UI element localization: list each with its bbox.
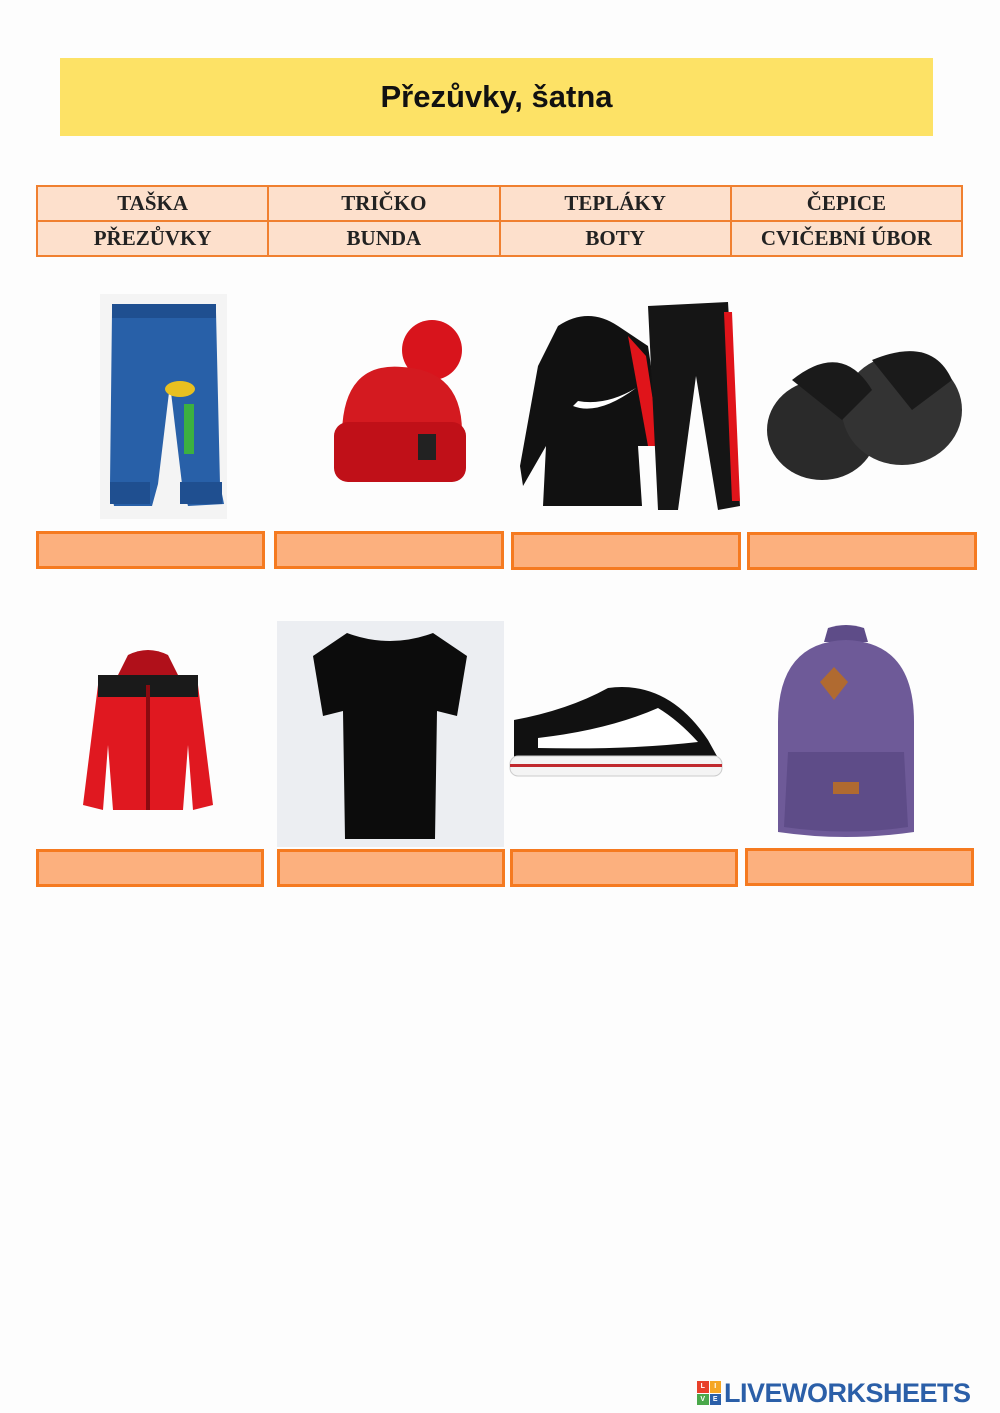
word-bank-cell: CVIČEBNÍ ÚBOR — [731, 221, 962, 256]
word-bank-row — [37, 186, 962, 221]
answer-box[interactable] — [510, 849, 738, 887]
answer-box[interactable] — [274, 531, 504, 569]
tracksuit-picture — [518, 296, 746, 518]
word-bank-table — [36, 185, 963, 257]
sweatpants-picture — [100, 294, 227, 519]
word-bank-cell: TEPLÁKY — [500, 186, 731, 221]
answer-box[interactable] — [745, 848, 974, 886]
logo-mark-letter: E — [710, 1394, 722, 1406]
title-bar — [60, 58, 933, 136]
jacket-picture — [78, 645, 218, 820]
sneaker-picture — [508, 680, 733, 780]
answer-box[interactable] — [747, 532, 977, 570]
logo-mark-letter: L — [697, 1381, 709, 1393]
slippers-picture — [762, 340, 967, 490]
word-bank-cell: BOTY — [500, 221, 731, 256]
liveworksheets-logo — [697, 1378, 971, 1408]
word-bank-row — [37, 221, 962, 256]
answer-box[interactable] — [36, 849, 264, 887]
beanie-picture — [322, 312, 472, 512]
answer-box[interactable] — [36, 531, 265, 569]
page-title: Přezůvky, šatna — [380, 79, 613, 114]
backpack-picture — [768, 622, 924, 844]
answer-box[interactable] — [511, 532, 741, 570]
word-bank-cell: ČEPICE — [731, 186, 962, 221]
logo-text: LIVEWORKSHEETS — [724, 1377, 971, 1408]
logo-icon — [697, 1381, 721, 1405]
answer-box[interactable] — [277, 849, 505, 887]
word-bank-cell: TRIČKO — [268, 186, 499, 221]
tshirt-picture — [277, 621, 504, 847]
word-bank-cell: BUNDA — [268, 221, 499, 256]
word-bank-cell: TAŠKA — [37, 186, 268, 221]
logo-mark-letter: I — [710, 1381, 722, 1393]
word-bank-cell: PŘEZŮVKY — [37, 221, 268, 256]
logo-mark-letter: V — [697, 1394, 709, 1406]
